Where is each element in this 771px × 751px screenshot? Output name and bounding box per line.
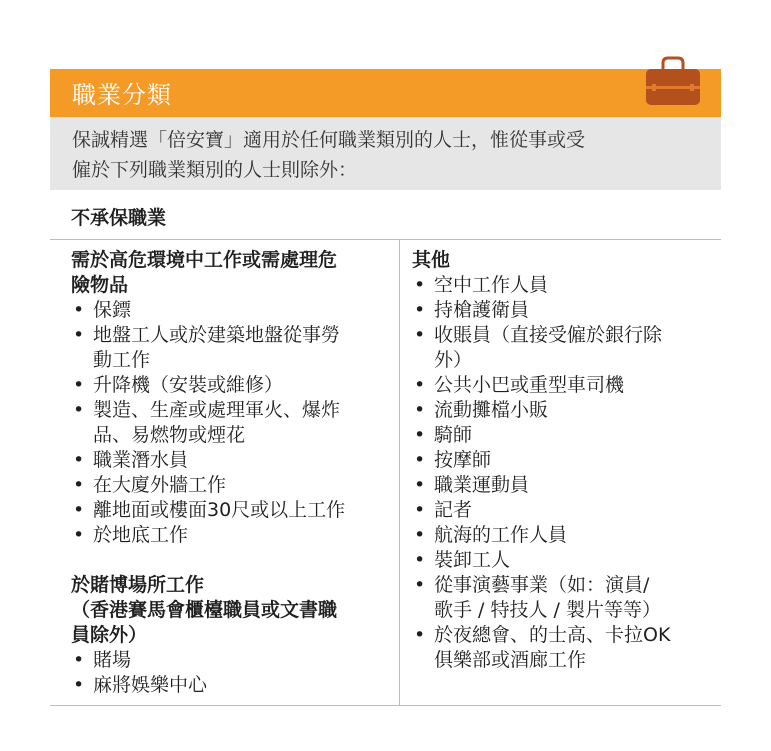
list-item: • 職業運動員 xyxy=(412,473,717,498)
list-item: • 空中工作人員 xyxy=(412,273,717,298)
list-item: • 流動攤檔小販 xyxy=(412,398,717,423)
list-item: • 賭場 xyxy=(71,648,389,673)
section-heading: 不承保職業 xyxy=(71,207,167,229)
list-item: • 持槍護衛員 xyxy=(412,298,717,323)
list-item: • 地盤工人或於建築地盤從事勞 動工作 xyxy=(71,323,389,373)
list-item: • 職業潛水員 xyxy=(71,448,389,473)
group-heading-gambling: 於賭博場所工作 （香港賽馬會櫃檯職員或文書職 員除外） xyxy=(71,574,338,646)
list-item: • 從事演藝事業（如：演員/ 歌手 / 特技人 / 製片等等） xyxy=(412,573,717,623)
column-divider xyxy=(399,240,400,705)
list-item: • 按摩師 xyxy=(412,448,717,473)
intro-text xyxy=(50,117,721,190)
list-item: • 於夜總會、的士高、卡拉OK 俱樂部或酒廊工作 xyxy=(412,623,717,673)
list-item: • 在大廈外牆工作 xyxy=(71,473,389,498)
header-bar xyxy=(50,69,721,117)
left-column xyxy=(71,248,389,698)
intro-line-1: 保誠精選「倍安寶」適用於任何職業類別的人士，惟從事或受 xyxy=(72,129,586,151)
list-item: • 製造、生產或處理軍火、爆炸 品、易燃物或煙花 xyxy=(71,398,389,448)
list-item: • 離地面或樓面30尺或以上工作 xyxy=(71,498,389,523)
group-heading-hazardous: 需於高危環境中工作或需處理危 險物品 xyxy=(71,249,338,296)
list-item: • 騎師 xyxy=(412,423,717,448)
list-item: • 麻將娛樂中心 xyxy=(71,673,389,698)
list-item: • 航海的工作人員 xyxy=(412,523,717,548)
gambling-list xyxy=(71,648,389,698)
list-item: • 裝卸工人 xyxy=(412,548,717,573)
page-title: 職業分類 xyxy=(72,81,172,109)
list-item: • 升降機（安裝或維修） xyxy=(71,373,389,398)
group-heading-other: 其他 xyxy=(412,249,451,271)
right-column xyxy=(412,248,717,673)
list-item: • 收賬員（直接受僱於銀行除 外） xyxy=(412,323,717,373)
table-top-rule xyxy=(50,239,721,240)
list-item: • 公共小巴或重型車司機 xyxy=(412,373,717,398)
briefcase-icon xyxy=(644,55,702,107)
table-bottom-rule xyxy=(50,705,721,706)
hazardous-list xyxy=(71,298,389,548)
list-item: • 於地底工作 xyxy=(71,523,389,548)
spacer xyxy=(71,548,389,573)
intro-line-2: 僱於下列職業類別的人士則除外： xyxy=(72,159,358,181)
other-list xyxy=(412,273,717,673)
list-item: • 記者 xyxy=(412,498,717,523)
list-item: • 保鏢 xyxy=(71,298,389,323)
